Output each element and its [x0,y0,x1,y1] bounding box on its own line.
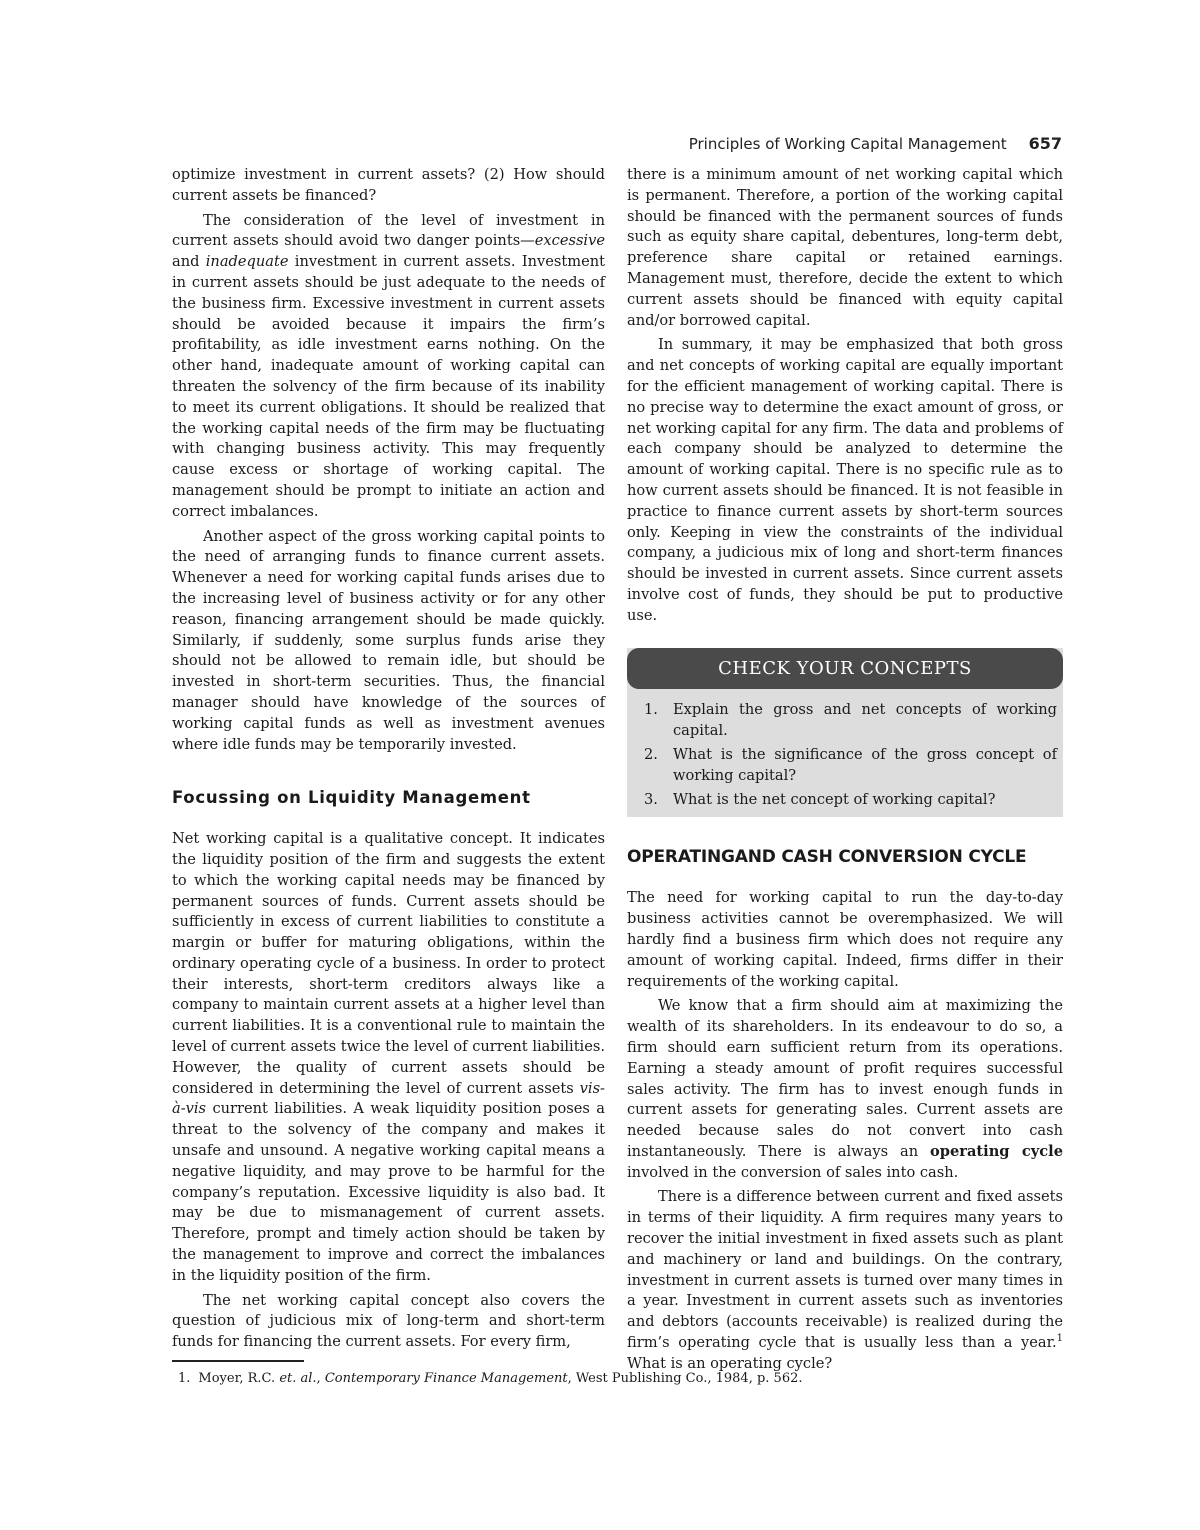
paragraph: optimize investment in current assets? (2) How should current assets be financed? [172,166,605,204]
item-number: 3. [644,790,658,808]
concept-item [627,789,1063,810]
concepts-list [627,699,1063,810]
emphasis: et. al. [279,1371,317,1386]
text-run: What is an operating cycle? [627,1354,833,1372]
footnote-authors: Moyer, R.C. [198,1371,280,1386]
section-heading: OPERATINGAND CASH CONVERSION CYCLE [627,846,1027,867]
paragraph: there is a minimum amount of net working capital which is permanent. Therefore, a portion of the working capital should be financed with the permanent sources of funds such as equity share capital, debentures, long-term debt, preference share capital or retained earnings. Management must, therefore, decide the extent to which current assets should be financed with equity capital and/or borrowed capital. [627,166,1063,329]
emphasis: inadequate [205,253,289,271]
concepts-title: CHECK YOUR CONCEPTS [627,648,1063,689]
paragraph [627,996,1063,1183]
text-run: current liabilities. A weak liquidity position poses a threat to the solvency of the company and makes it unsafe and unsound. A negative working capital means a negative liquidity, and may prove to be harmful for the company’s reputation. Excessive liquidity is also bad. It may be due to mismanagement of current assets. Therefore, prompt and timely action should be taken by the management to improve and correct the imbalances in the liquidity position of the firm. [172,1100,605,1284]
section-heading: Focussing on Liquidity Management [172,788,531,808]
right-column [627,165,1063,1375]
paragraph: In summary, it may be emphasized that both gross and net concepts of working capital are equally important for the efficient management of working capital. There is no precise way to determine the exact amount of gross, or net working capital for any firm. The data and problems of each company should be analyzed to determine the amount of working capital. There is no specific rule as to how current assets should be financed. It is not feasible in practice to finance current assets by short-term sources only. Keeping in view the constraints of the individual company, a judicious mix of long and short-term finances should be invested in current assets. Since current assets involve cost of funds, they should be put to productive use. [627,336,1063,624]
item-text: Explain the gross and net concepts of working capital. [673,700,1057,739]
footnote-ref[interactable]: 1 [1056,1333,1063,1345]
running-title: Principles of Working Capital Management [688,135,1007,153]
emphasis: excessive [534,232,605,250]
item-number: 1. [644,700,658,718]
footnote-book-title: Contemporary Finance Management [324,1371,568,1386]
text-run: investment in current assets. Investment in current assets should be just adequate to the needs of the business firm. Excessive investment in current assets should be avoided because it impairs the firm’s profitability, as idle investment earns nothing. On the other hand, inadequate amount of working capital can threaten the solvency of the firm because of its inability to meet its current obligations. It should be realized that the working capital needs of the firm may be fluctuating with changing business activity. This may frequently cause excess or shortage of working capital. The management should be prompt to initiate an action and correct imbalances. [172,253,605,520]
item-text: What is the net concept of working capital? [673,790,996,808]
paragraph [172,211,605,523]
emphasis: vis-à-vis [172,1079,605,1118]
paragraph [627,1187,1063,1374]
item-number: 2. [644,745,658,763]
text-run: Net working capital is a qualitative concept. It indicates the liquidity position of the firm and suggests the extent to which the working capital needs may be financed by permanent sources of funds. Current assets should be sufficiently in excess of current liabilities to constitute a margin or buffer for maturing obligations, within the ordinary operating cycle of a business. In order to protect their interests, short-term creditors always like a company to maintain current assets at a higher level than current liabilities. It is a conventional rule to maintain the level of current assets twice the level of current liabilities. However, the quality of current assets should be considered in determining the level of current assets [172,830,605,1097]
running-head [689,134,1062,153]
paragraph: Another aspect of the gross working capital points to the need of arranging funds to finance current assets. Whenever a need for working capital funds arises due to the increasing level of business activity or for any other reason, financing arrangement should be made quickly. Similarly, if suddenly, some surplus funds arise they should not be allowed to remain idle, but should be invested in short-term securities. Thus, the financial manager should have knowledge of the sources of working capital funds as well as investment avenues where idle funds may be temporarily invested. [172,527,605,753]
footnote-rule [172,1360,304,1362]
left-column [172,165,605,1353]
footnote [172,1370,1062,1388]
text-run: There is a difference between current and fixed assets in terms of their liquidity. A firm requires many years to recover the initial investment in fixed assets such as plant and machinery or land and buildings. On the contrary, investment in current assets is turned over many times in a year. Investment in current assets such as inventories and debtors (accounts receivable) is realized during the firm’s operating cycle that is usually less than a year. [627,1188,1063,1352]
bold-term: operating cycle [930,1142,1063,1160]
footnote-number: 1. [178,1371,191,1386]
concept-item [627,744,1063,786]
footnote-publisher: , West Publishing Co., 1984, p. 562. [567,1371,803,1386]
page-number: 657 [1028,134,1062,153]
item-text: What is the significance of the gross concept of working capital? [673,745,1057,784]
paragraph: The net working capital concept also covers the question of judicious mix of long-term and short-term funds for financing the current assets. For every firm, [172,1291,605,1351]
text-run: and [172,253,206,271]
text-run: , [316,1371,325,1386]
paragraph: The need for working capital to run the day-to-day business activities cannot be overemphasized. We will hardly find a business firm which does not require any amount of working capital. Indeed, firms differ in their requirements of the working capital. [627,889,1063,990]
paragraph [172,829,605,1287]
text-run: The consideration of the level of investment in current assets should avoid two danger points— [172,211,605,250]
check-your-concepts-box [627,648,1063,817]
text-run: involved in the conversion of sales into cash. [627,1163,959,1181]
concept-item [627,699,1063,741]
text-run: We know that a firm should aim at maximizing the wealth of its shareholders. In its endeavour to do so, a firm should earn sufficient return from its operations. Earning a steady amount of profit requires successful sales activity. The firm has to invest enough funds in current assets for generating sales. Current assets are needed because sales do not convert into cash instantaneously. There is always an [627,997,1063,1160]
